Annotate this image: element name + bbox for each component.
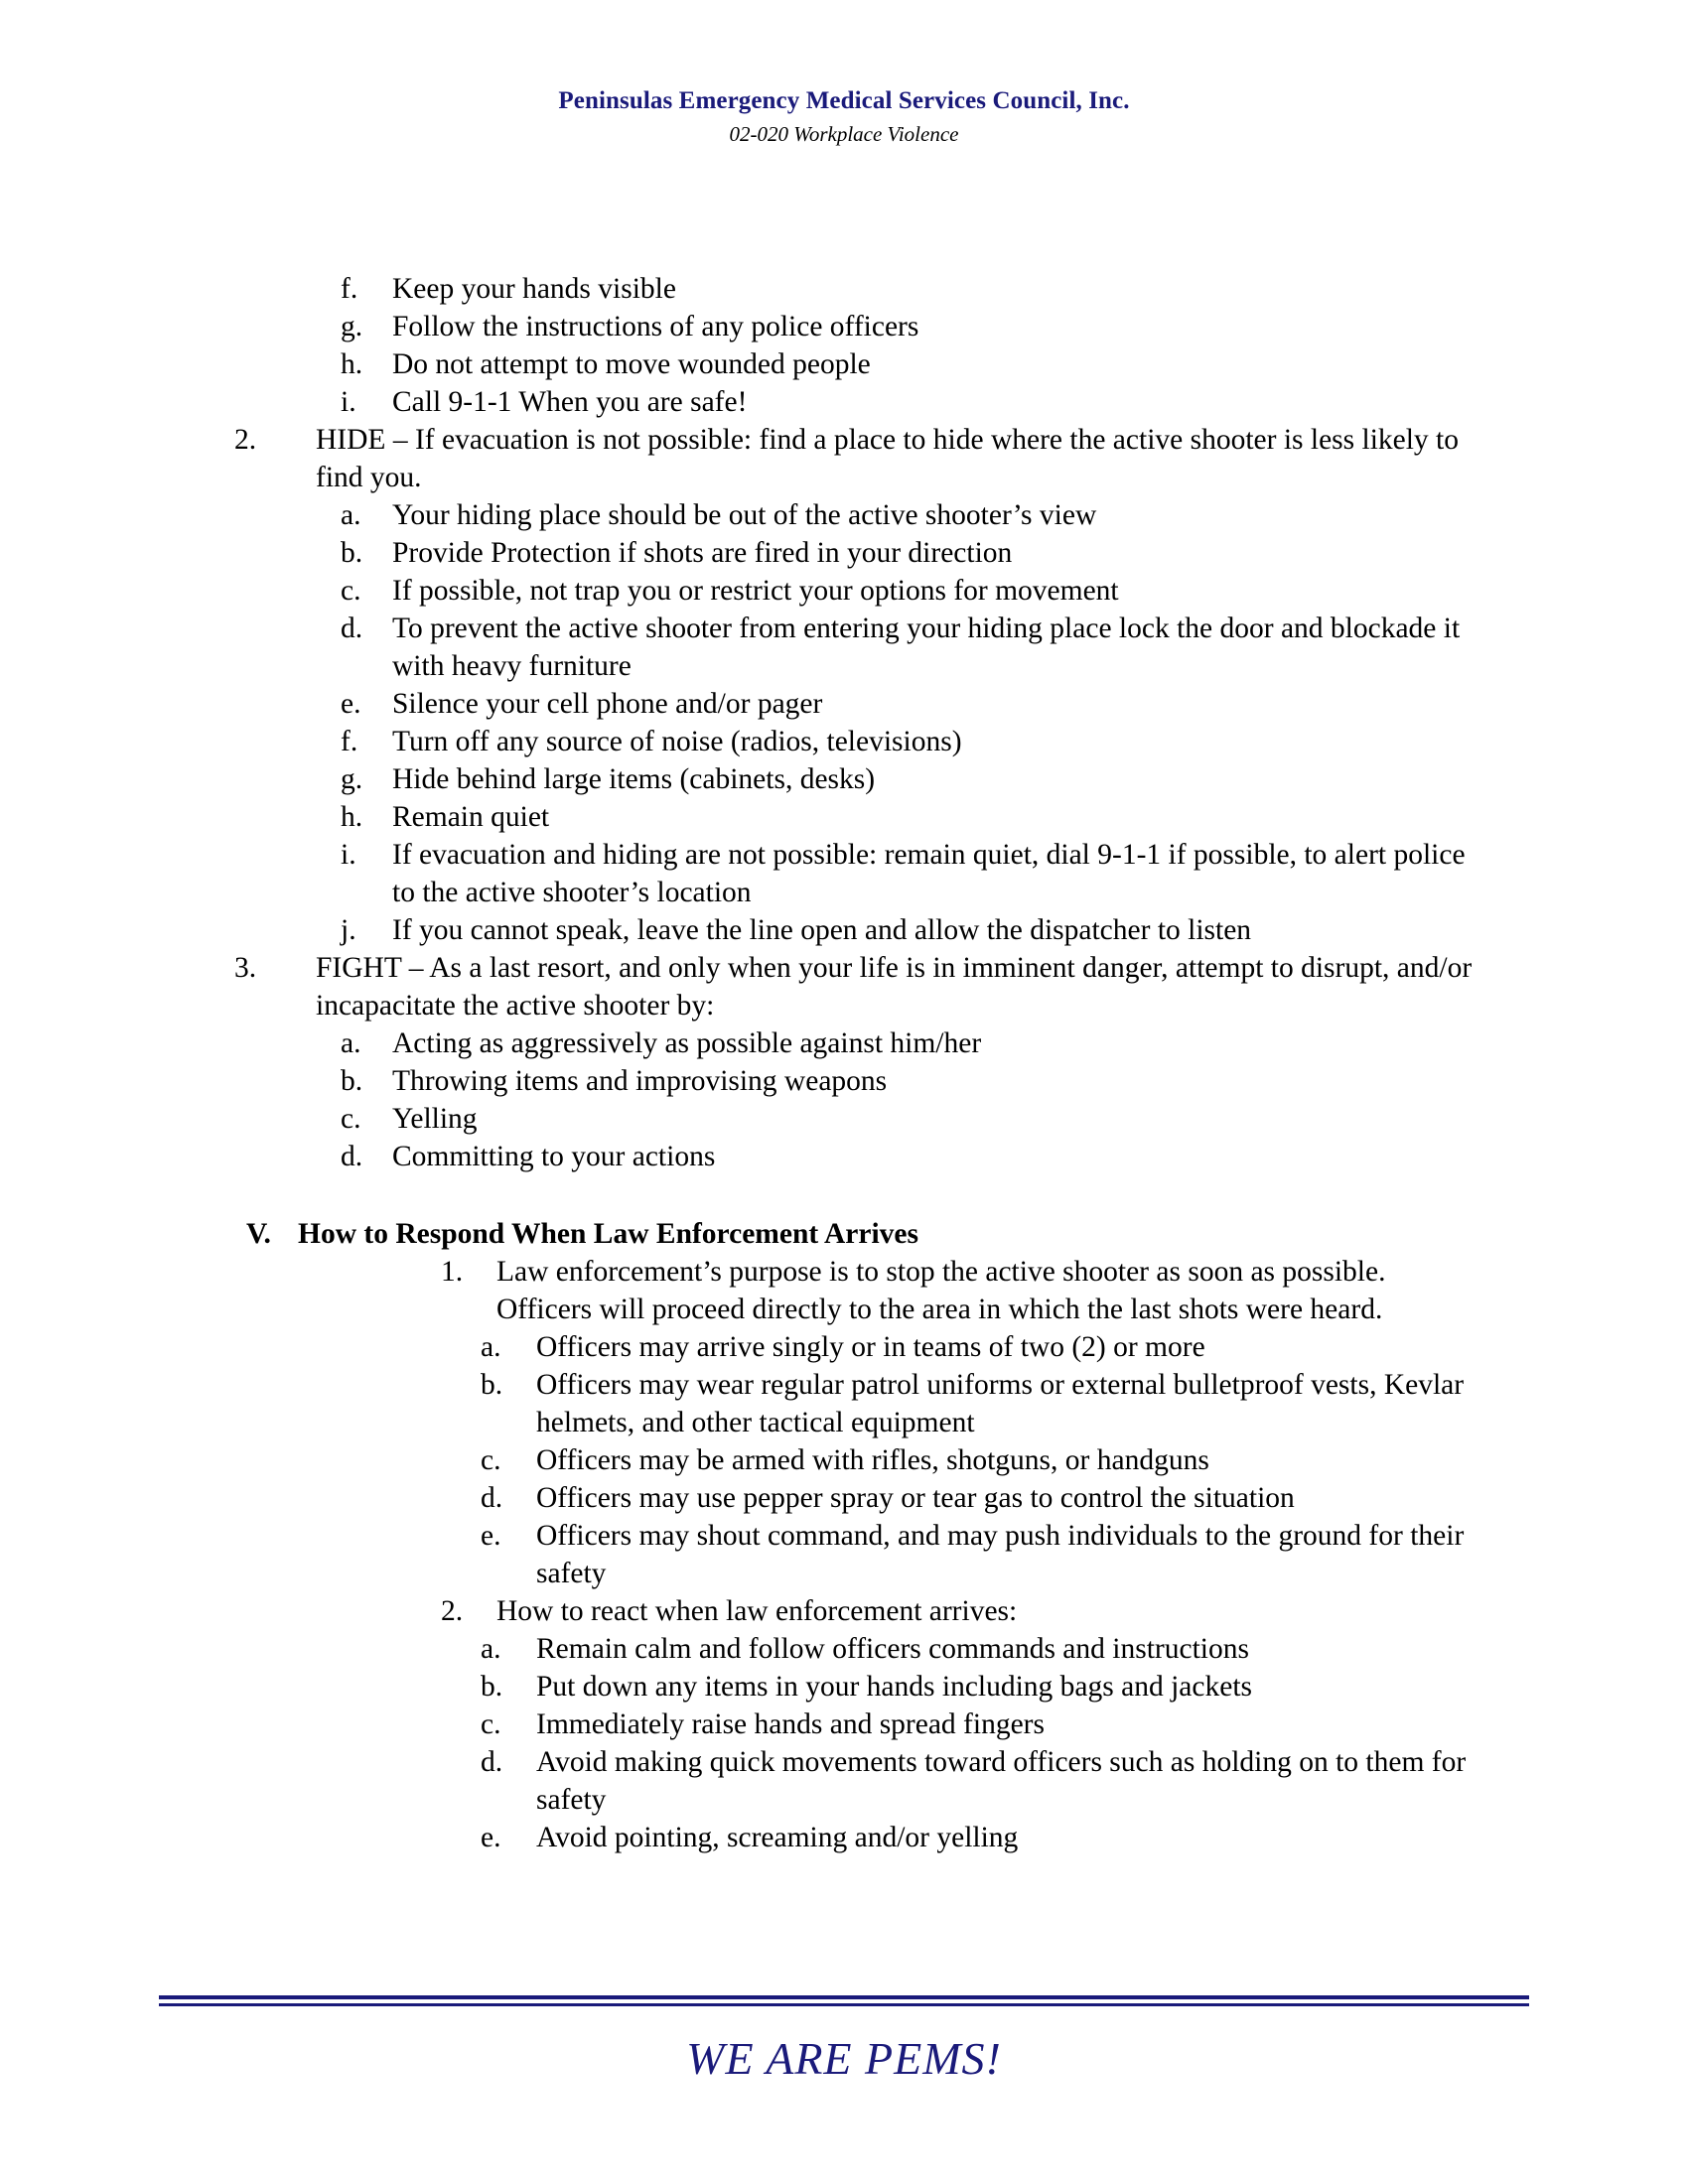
document-subtitle: 02-020 Workplace Violence <box>729 121 959 146</box>
list-text: Throwing items and improvising weapons <box>392 1065 888 1097</box>
list-marker: g. <box>341 311 363 342</box>
list-text: To prevent the active shooter from entering your hiding place lock the door and blockade it with heavy furniture <box>392 613 1461 682</box>
list-marker: c. <box>341 575 361 607</box>
list-marker: g. <box>341 763 363 795</box>
list-marker: i. <box>341 839 356 871</box>
list-text: Provide Protection if shots are fired in your direction <box>392 537 1013 569</box>
list-text: FIGHT – As a last resort, and only when your life is in imminent danger, attempt to disrupt, and/or incapacitate the active shooter by: <box>316 952 1473 1022</box>
list-text: Officers may arrive singly or in teams of two (2) or more <box>536 1331 1205 1363</box>
list-item <box>341 1024 1476 1062</box>
list-marker: d. <box>341 1141 363 1172</box>
list-marker: f. <box>341 726 358 757</box>
list-item <box>341 496 1476 534</box>
list-item <box>481 1706 1476 1743</box>
section-heading-v <box>246 1215 1476 1253</box>
list-marker: b. <box>341 1065 363 1097</box>
list-marker: h. <box>341 801 363 833</box>
list-text: Officers may wear regular patrol uniforms or external bulletproof vests, Kevlar helmets, and other tactical equipment <box>536 1369 1465 1438</box>
list-item <box>441 1592 1476 1630</box>
list-text: If possible, not trap you or restrict your options for movement <box>392 575 1119 607</box>
list-marker: a. <box>481 1633 501 1665</box>
list-text: Avoid making quick movements toward officers such as holding on to them for safety <box>536 1746 1467 1816</box>
list-marker: d. <box>341 613 363 644</box>
list-text: Acting as aggressively as possible against him/her <box>392 1027 982 1059</box>
list-item <box>341 572 1476 610</box>
list-marker: e. <box>481 1520 501 1552</box>
list-text: Hide behind large items (cabinets, desks) <box>392 763 876 795</box>
list-text: Yelling <box>392 1103 478 1135</box>
list-item <box>341 345 1476 383</box>
list-item <box>481 1819 1476 1856</box>
list-item <box>341 685 1476 723</box>
list-marker: b. <box>481 1369 503 1401</box>
list-item-fight <box>234 949 1476 1024</box>
list-marker: e. <box>481 1822 501 1853</box>
list-item <box>441 1253 1476 1328</box>
list-marker: d. <box>481 1746 503 1778</box>
list-item <box>341 798 1476 836</box>
list-text: Officers may be armed with rifles, shotguns, or handguns <box>536 1444 1209 1476</box>
list-text: Your hiding place should be out of the active shooter’s view <box>392 499 1097 531</box>
list-text: If evacuation and hiding are not possible: remain quiet, dial 9-1-1 if possible, to alert police to the active shooter’s location <box>392 839 1466 908</box>
footer-slogan: WE ARE PEMS! <box>686 2033 1002 2084</box>
list-item <box>481 1366 1476 1441</box>
list-marker: d. <box>481 1482 503 1514</box>
list-item <box>341 1138 1476 1175</box>
list-marker: c. <box>341 1103 361 1135</box>
list-text: Officers may use pepper spray or tear gas to control the situation <box>536 1482 1295 1514</box>
list-marker: f. <box>341 273 358 305</box>
list-marker: c. <box>481 1708 501 1740</box>
list-text: Remain quiet <box>392 801 550 833</box>
list-text: Do not attempt to move wounded people <box>392 348 871 380</box>
list-item <box>481 1517 1476 1592</box>
list-item <box>341 308 1476 345</box>
list-text: Put down any items in your hands including bags and jackets <box>536 1671 1253 1703</box>
list-text: Officers may shout command, and may push individuals to the ground for their safety <box>536 1520 1465 1589</box>
list-item <box>341 723 1476 760</box>
list-text: Immediately raise hands and spread fingers <box>536 1708 1045 1740</box>
list-text: Remain calm and follow officers commands and instructions <box>536 1633 1249 1665</box>
list-item <box>481 1479 1476 1517</box>
list-marker: a. <box>481 1331 501 1363</box>
list-marker: i. <box>341 386 356 418</box>
list-item <box>341 1062 1476 1100</box>
document-body <box>234 270 1476 1856</box>
list-item <box>341 911 1476 949</box>
list-marker: e. <box>341 688 361 720</box>
list-item <box>341 610 1476 685</box>
list-marker: b. <box>341 537 363 569</box>
list-text: If you cannot speak, leave the line open and allow the dispatcher to listen <box>392 914 1252 946</box>
list-text: Silence your cell phone and/or pager <box>392 688 823 720</box>
list-item <box>341 270 1476 308</box>
list-item <box>481 1668 1476 1706</box>
list-text: How to react when law enforcement arrives: <box>496 1595 1018 1627</box>
list-marker: c. <box>481 1444 501 1476</box>
list-text: Avoid pointing, screaming and/or yelling <box>536 1822 1019 1853</box>
section-title: How to Respond When Law Enforcement Arrives <box>298 1218 918 1250</box>
document-header <box>0 87 1688 146</box>
list-text: Keep your hands visible <box>392 273 676 305</box>
list-marker: a. <box>341 1027 361 1059</box>
list-item <box>341 383 1476 421</box>
list-item <box>481 1630 1476 1668</box>
list-item <box>481 1328 1476 1366</box>
list-item-hide <box>234 421 1476 496</box>
list-marker: h. <box>341 348 363 380</box>
list-item <box>341 534 1476 572</box>
list-marker: j. <box>341 914 356 946</box>
list-text: Call 9-1-1 When you are safe! <box>392 386 748 418</box>
list-marker: a. <box>341 499 361 531</box>
list-text: Law enforcement’s purpose is to stop the active shooter as soon as possible. Officers will proceed directly to the area in which the last shots were heard. <box>496 1256 1386 1325</box>
list-marker: 1. <box>441 1256 464 1288</box>
list-item <box>481 1441 1476 1479</box>
list-text: Follow the instructions of any police officers <box>392 311 919 342</box>
list-item <box>341 1100 1476 1138</box>
list-item <box>341 836 1476 911</box>
list-text: Committing to your actions <box>392 1141 716 1172</box>
list-item <box>481 1743 1476 1819</box>
footer-rule-bottom <box>159 2003 1529 2006</box>
list-marker: 2. <box>234 424 257 456</box>
list-item <box>341 760 1476 798</box>
list-marker: 3. <box>234 952 257 984</box>
list-marker: 2. <box>441 1595 464 1627</box>
organization-title: Peninsulas Emergency Medical Services Council, Inc. <box>558 87 1130 114</box>
list-text: HIDE – If evacuation is not possible: find a place to hide where the active shooter is less likely to find you. <box>316 424 1460 493</box>
document-footer <box>159 1995 1529 2085</box>
list-marker: b. <box>481 1671 503 1703</box>
section-marker: V. <box>246 1218 271 1250</box>
list-text: Turn off any source of noise (radios, televisions) <box>392 726 962 757</box>
